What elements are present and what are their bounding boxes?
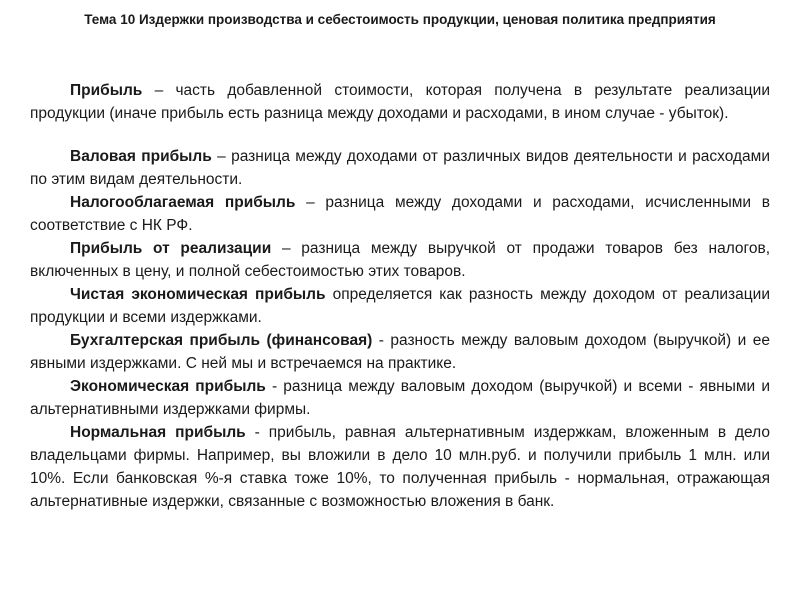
term-label: Валовая прибыль [70,148,212,165]
term-label: Нормальная прибыль [70,424,246,441]
term-label: Прибыль [70,82,143,99]
definition-text: – часть добавленной стоимости, которая получена в результате реализации продукции (иначе прибыль есть разница между доходами и расходами, в ином случае - убыток). [30,82,770,122]
definitions-body [30,79,770,513]
definition-normal-profit [30,421,770,513]
definition-text: - разность между валовым доходом (выручкой) и ее явными издержками. С ней мы и встречаемся на практике. [30,332,770,372]
definition-text: - разница между валовым доходом (выручкой) и всеми - явными и альтернативными издержками фирмы. [30,378,770,418]
definition-economic-profit [30,375,770,421]
term-label: Бухгалтерская прибыль (финансовая) [70,332,373,349]
definition-taxable-profit [30,191,770,237]
definition-accounting-profit [30,329,770,375]
definition-gross-profit [30,145,770,191]
definition-net-economic-profit [30,283,770,329]
term-label: Чистая экономическая прибыль [70,286,326,303]
definition-profit [30,79,770,125]
definition-text: – разница между выручкой от продажи товаров без налогов, включенных в цену, и полной себестоимостью этих товаров. [30,240,771,280]
definition-sales-profit [30,237,770,283]
definition-text: - прибыль, равная альтернативным издержкам, вложенным в дело владельцами фирмы. Например, вы вложили в дело 10 млн.руб. и получили прибыль 1 млн. или 10%. Если банковская %-я ставка тоже 10%, то полученная прибыль - нормальная, отражающая альтернативные издержки, связанные с возможностью вложения в банк. [30,424,771,510]
definition-text: определяется как разность между доходом от реализации продукции и всеми издержками. [30,286,770,326]
term-label: Экономическая прибыль [70,378,266,395]
term-label: Прибыль от реализации [70,240,272,257]
slide-title: Тема 10 Издержки производства и себестоимость продукции, ценовая политика предприятия [84,12,716,27]
definition-text: – разница между доходами и расходами, исчисленными в соответствие с НК РФ. [30,194,770,234]
definition-text: – разница между доходами от различных видов деятельности и расходами по этим видам деятельности. [30,148,770,188]
term-label: Налогооблагаемая прибыль [70,194,296,211]
